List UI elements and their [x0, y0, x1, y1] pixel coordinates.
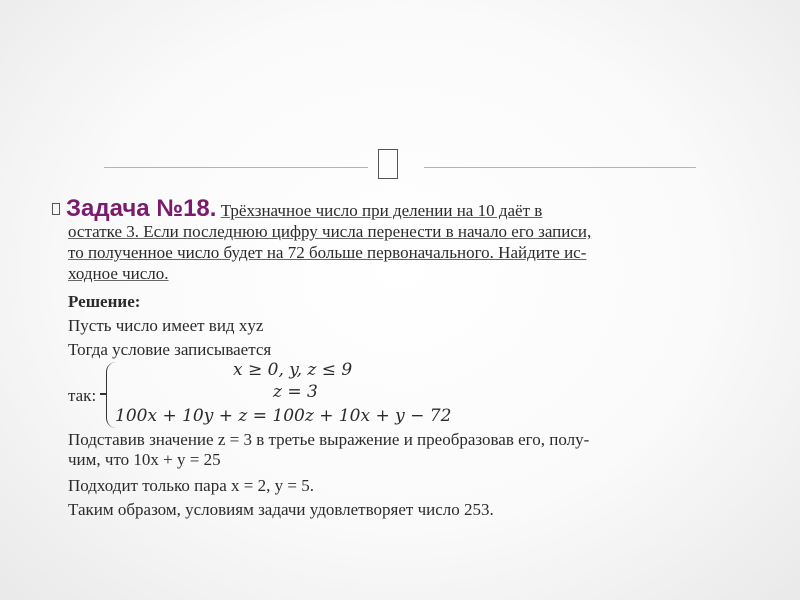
equation-2: z = 3 [273, 382, 318, 402]
solution-heading: Решение: [68, 292, 141, 311]
divider-right [424, 167, 696, 168]
solution-line-3a: Подставив значение z = 3 в третье выражение и преобразовав его, полу- [68, 430, 590, 449]
solution-line-5: Таким образом, условиям задачи удовлетворяет число 253. [68, 500, 494, 519]
equation-1: x ≥ 0, y, z ≤ 9 [233, 360, 353, 380]
task-statement [52, 195, 712, 222]
task-text-line-4: ходное число. [68, 264, 169, 283]
brace-tip [100, 393, 106, 395]
solution-line-2: Тогда условие записывается [68, 340, 272, 359]
system-label: так: [68, 386, 97, 405]
task-text-line-3: то полученное число будет на 72 больше первоначального. Найдите ис- [68, 243, 587, 262]
equation-3: 100x + 10y + z = 100z + 10x + y − 72 [115, 406, 452, 426]
slide-content [52, 195, 712, 522]
equation-system [68, 362, 712, 430]
solution-line-1: Пусть число имеет вид xyz [68, 316, 264, 335]
decorative-box-icon [378, 149, 398, 179]
solution-line-3b: чим, что 10x + y = 25 [68, 450, 221, 469]
task-title: Задача №18. [66, 195, 217, 222]
solution-line-4: Подходит только пара x = 2, y = 5. [68, 476, 314, 495]
task-text-line-2: остатке 3. Если последнюю цифру числа перенести в начало его записи, [68, 222, 592, 241]
task-text-line-1: Трёхзначное число при делении на 10 даёт в [220, 201, 543, 220]
divider-left [104, 167, 368, 168]
bullet-icon [52, 203, 60, 215]
